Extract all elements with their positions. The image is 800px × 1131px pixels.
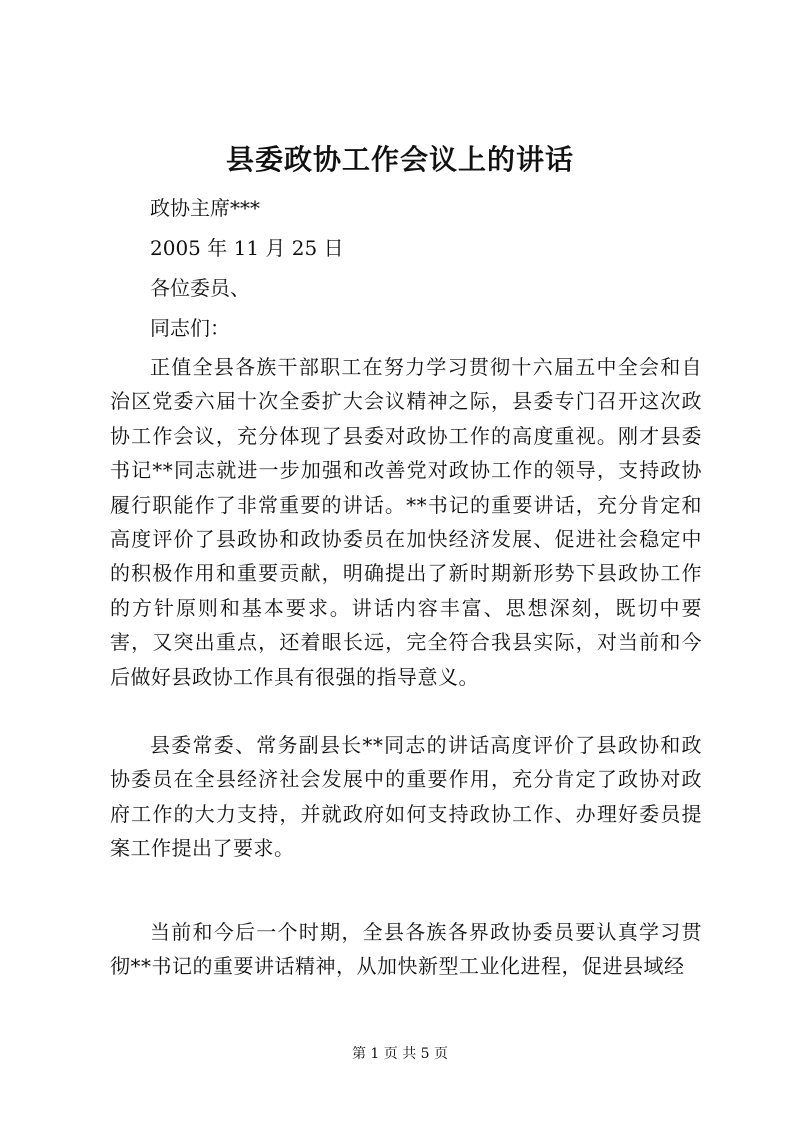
salutation-line-2: 同志们： (150, 316, 230, 340)
speaker-line: 政协主席*** (150, 196, 260, 220)
salutation-line: 各位委员、 (150, 276, 250, 300)
body-paragraph-3: 当前和今后一个时期，全县各族各界政协委员要认真学习贯彻**书记的重要讲话精神，从加快新型工业化进程，促进县域经 (110, 920, 702, 979)
document-title: 县委政协工作会议上的讲话 (225, 143, 574, 176)
date-line: 2005 年 11 月 25 日 (150, 236, 344, 260)
body-paragraph-1: 正值全县各族干部职工在努力学习贯彻十六届五中全会和自治区党委六届十次全委扩大会议精神之际，县委专门召开这次政协工作会议，充分体现了县委对政协工作的高度重视。刚才县委书记**同志就进一步加强和改善党对政协工作的领导，支持政协履行职能作了非常重要的讲话。**书记的重要讲话，充分肯定和高度评价了县政协和政协委员在加快经济发展、促进社会稳定中的积极作用和重要贡献，明确提出了新时期新形势下县政协工作的方针原则和基本要求。讲话内容丰富、思想深刻，既切中要害，又突出重点，还着眼长远，完全符合我县实际，对当前和今后做好县政协工作具有很强的指导意义。 (110, 355, 702, 689)
page-number-footer: 第 1 页 共 5 页 (351, 1046, 449, 1062)
body-paragraph-2: 县委常委、常务副县长**同志的讲话高度评价了县政协和政协委员在全县经济社会发展中的重要作用，充分肯定了政协对政府工作的大力支持，并就政府如何支持政协工作、办理好委员提案工作提出了要求。 (110, 733, 702, 861)
